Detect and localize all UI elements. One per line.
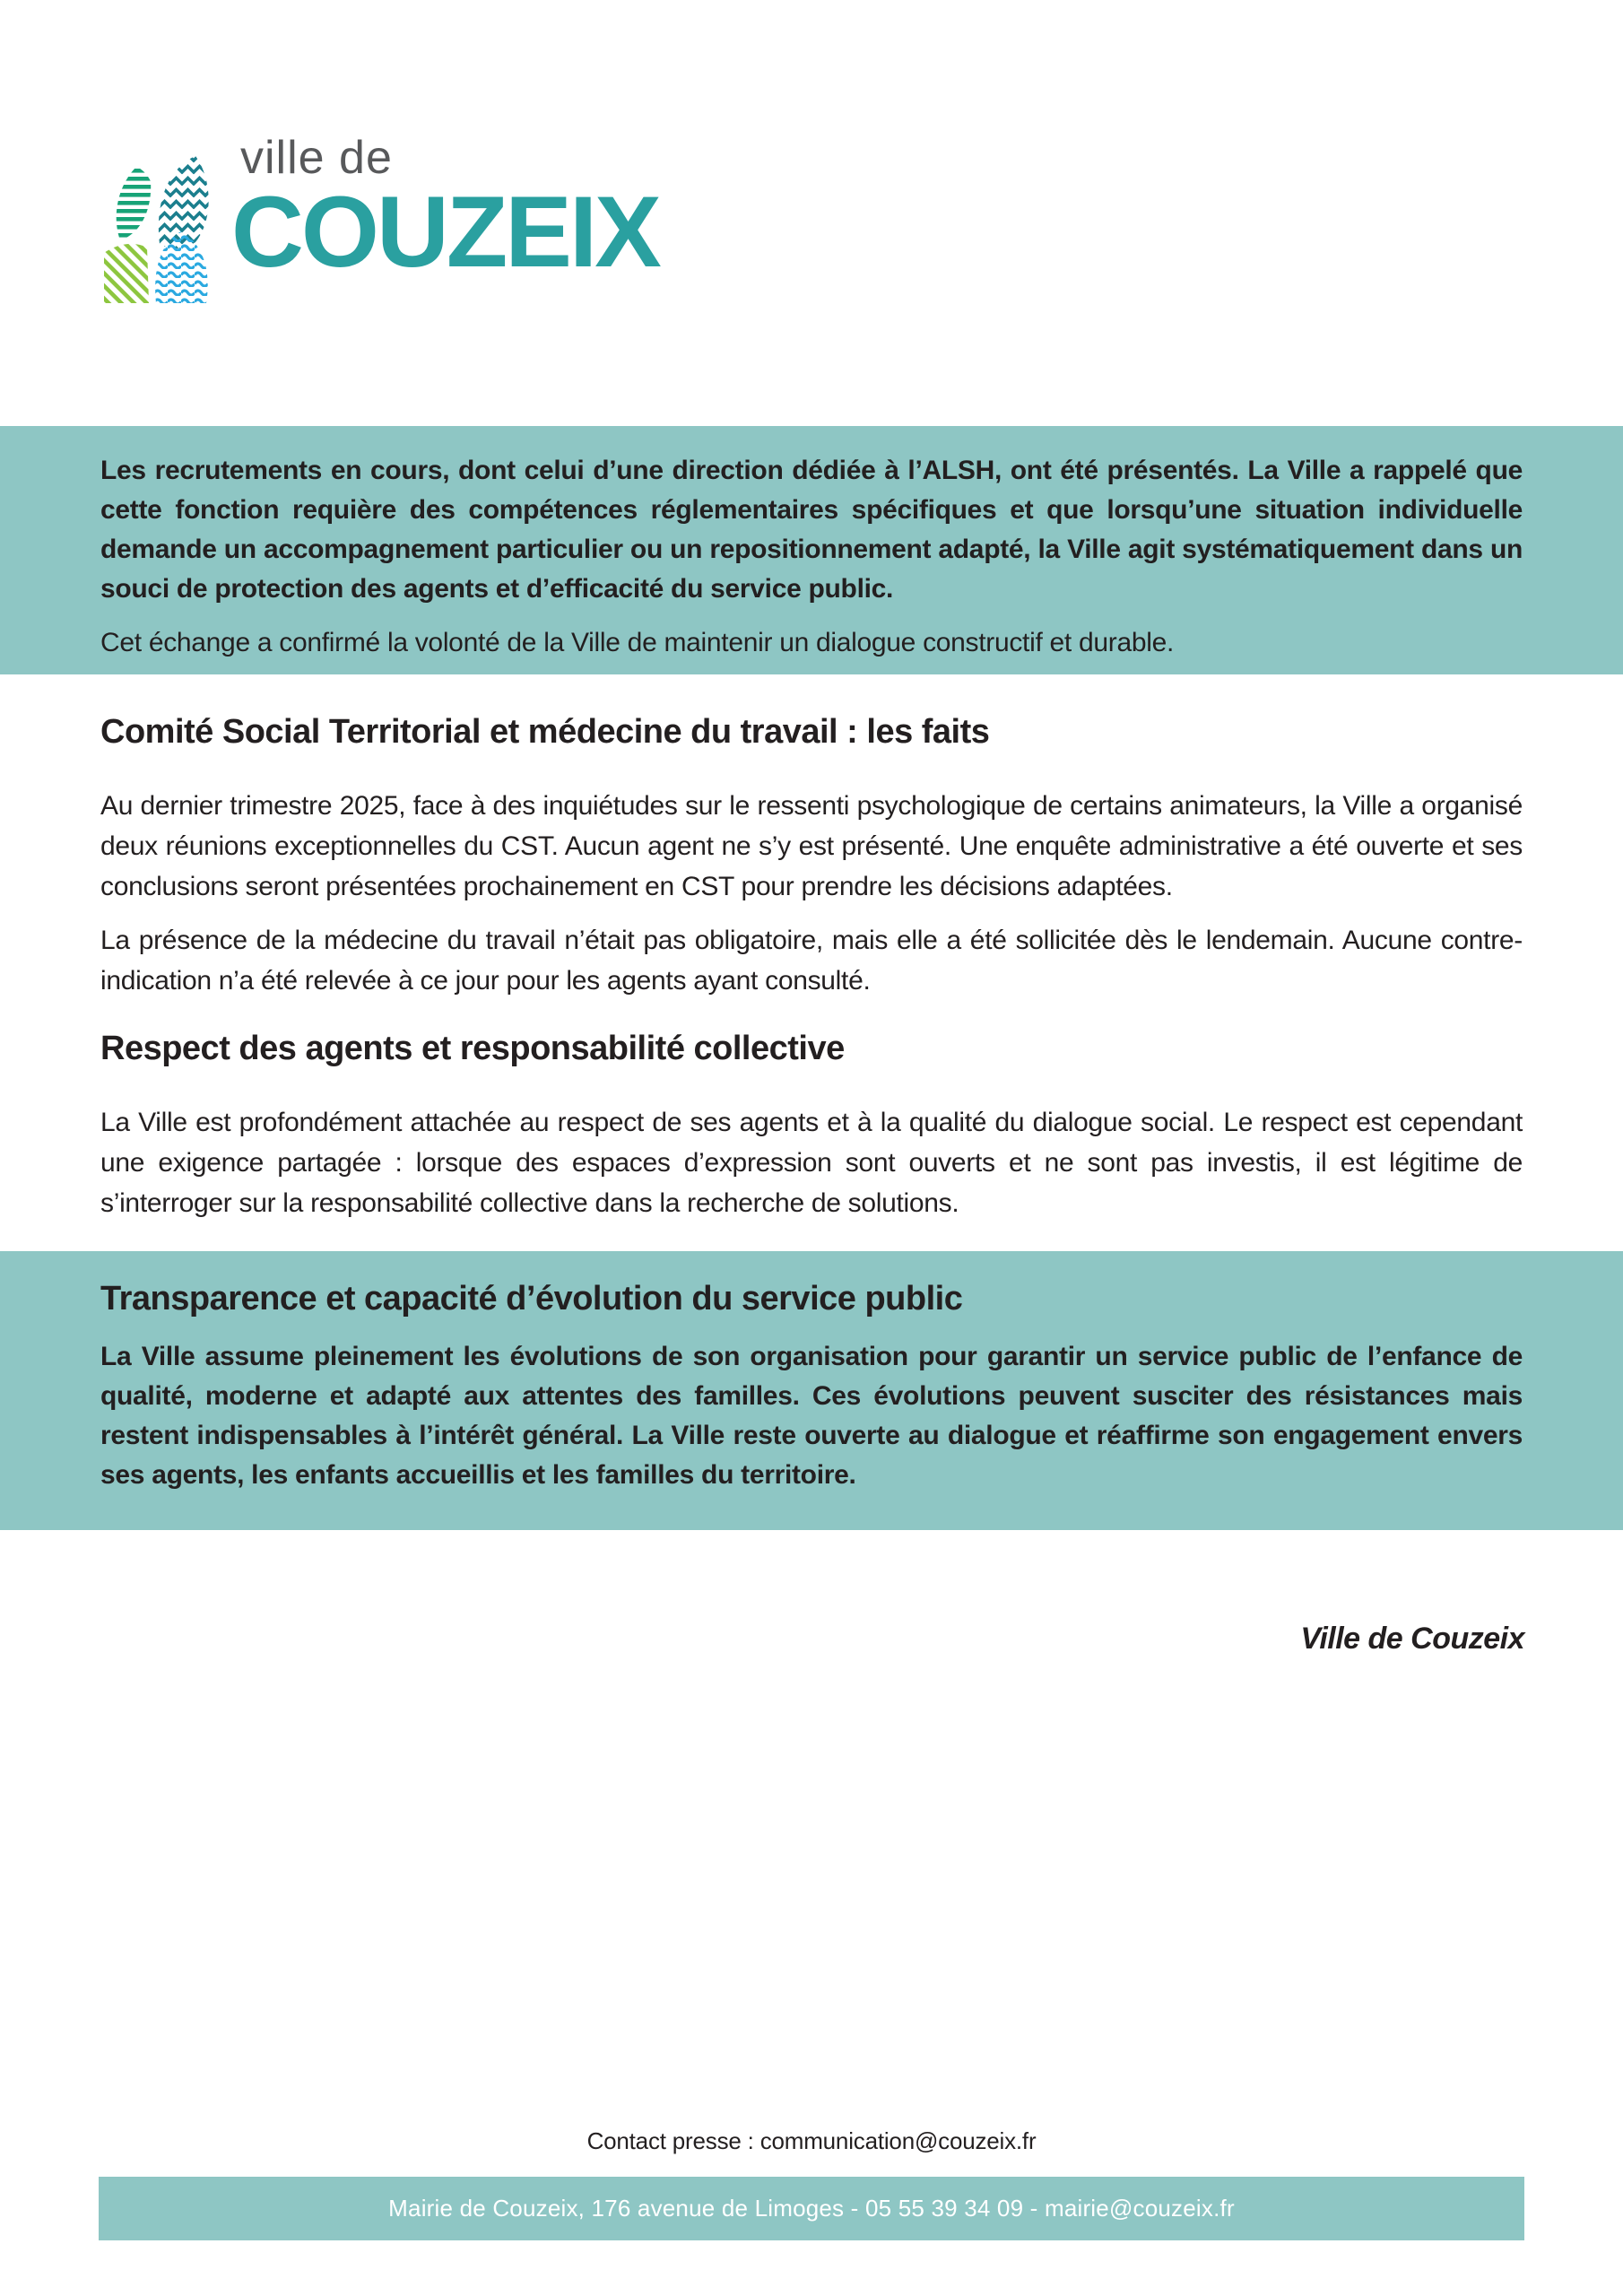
- footer-address-bar: Mairie de Couzeix, 176 avenue de Limoges - 05 55 39 34 09 - mairie@couzeix.fr: [99, 2177, 1524, 2240]
- couzeix-logo: [100, 133, 659, 305]
- highlight-block-transparence: [0, 1251, 1623, 1530]
- highlight1-paragraph: Cet échange a confirmé la volonté de la Ville de maintenir un dialogue constructif et durable.: [100, 628, 1174, 657]
- section-respect-paragraph-1: La Ville est profondément attachée au respect de ses agents et à la qualité du dialogue social. Le respect est cependant une exigence partagée : lorsque des espaces d’expression sont ouverts et ne sont pas investis, il est légitime de s’interroger sur la responsabilité collective dans la recherche de solutions.: [100, 1108, 1523, 1218]
- logo-text: [231, 132, 659, 288]
- highlight1-bold-paragraph: Les recrutements en cours, dont celui d’une direction dédiée à l’ALSH, ont été présentés. La Ville a rappelé que cette fonction requière des compétences réglementaires spécifiques et que lorsqu’une situation individuelle demande un accompagnement particulier ou un repositionnement adapté, la Ville agit systématiquement dans un souci de protection des agents et d’efficacité du service public.: [100, 456, 1523, 604]
- section-cst-paragraph-2: La présence de la médecine du travail n’était pas obligatoire, mais elle a été sollicitée dès le lendemain. Aucune contre-indication n’a été relevée à ce jour pour les agents ayant consulté.: [100, 926, 1523, 996]
- logo-name: COUZEIX: [231, 176, 659, 288]
- highlight-block-recrutements: [0, 426, 1623, 674]
- highlight2-bold-paragraph: La Ville assume pleinement les évolutions de son organisation pour garantir un service public de l’enfance de qualité, moderne et adapté aux attentes des familles. Ces évolutions peuvent susciter des résistances mais restent indispensables à l’intérêt général. La Ville reste ouverte au dialogue et réaffirme son engagement envers ses agents, les enfants accueillis et les familles du territoire.: [100, 1342, 1523, 1490]
- section-cst-paragraph-1: Au dernier trimestre 2025, face à des inquiétudes sur le ressenti psychologique de certains animateurs, la Ville a organisé deux réunions exceptionnelles du CST. Aucun agent ne s’y est présenté. Une enquête administrative a été ouverte et ses conclusions seront présentées prochainement en CST pour prendre les décisions adaptées.: [100, 791, 1523, 901]
- section-heading-cst: Comité Social Territorial et médecine du travail : les faits: [100, 713, 990, 751]
- signature: Ville de Couzeix: [1300, 1622, 1524, 1656]
- couzeix-logo-mark-icon: [100, 152, 219, 305]
- section-heading-respect: Respect des agents et responsabilité collective: [100, 1030, 845, 1067]
- highlight2-heading: Transparence et capacité d’évolution du service public: [100, 1280, 963, 1318]
- press-contact-line: Contact presse : communication@couzeix.fr: [586, 2127, 1037, 2154]
- logo-tagline: ville de: [240, 132, 393, 184]
